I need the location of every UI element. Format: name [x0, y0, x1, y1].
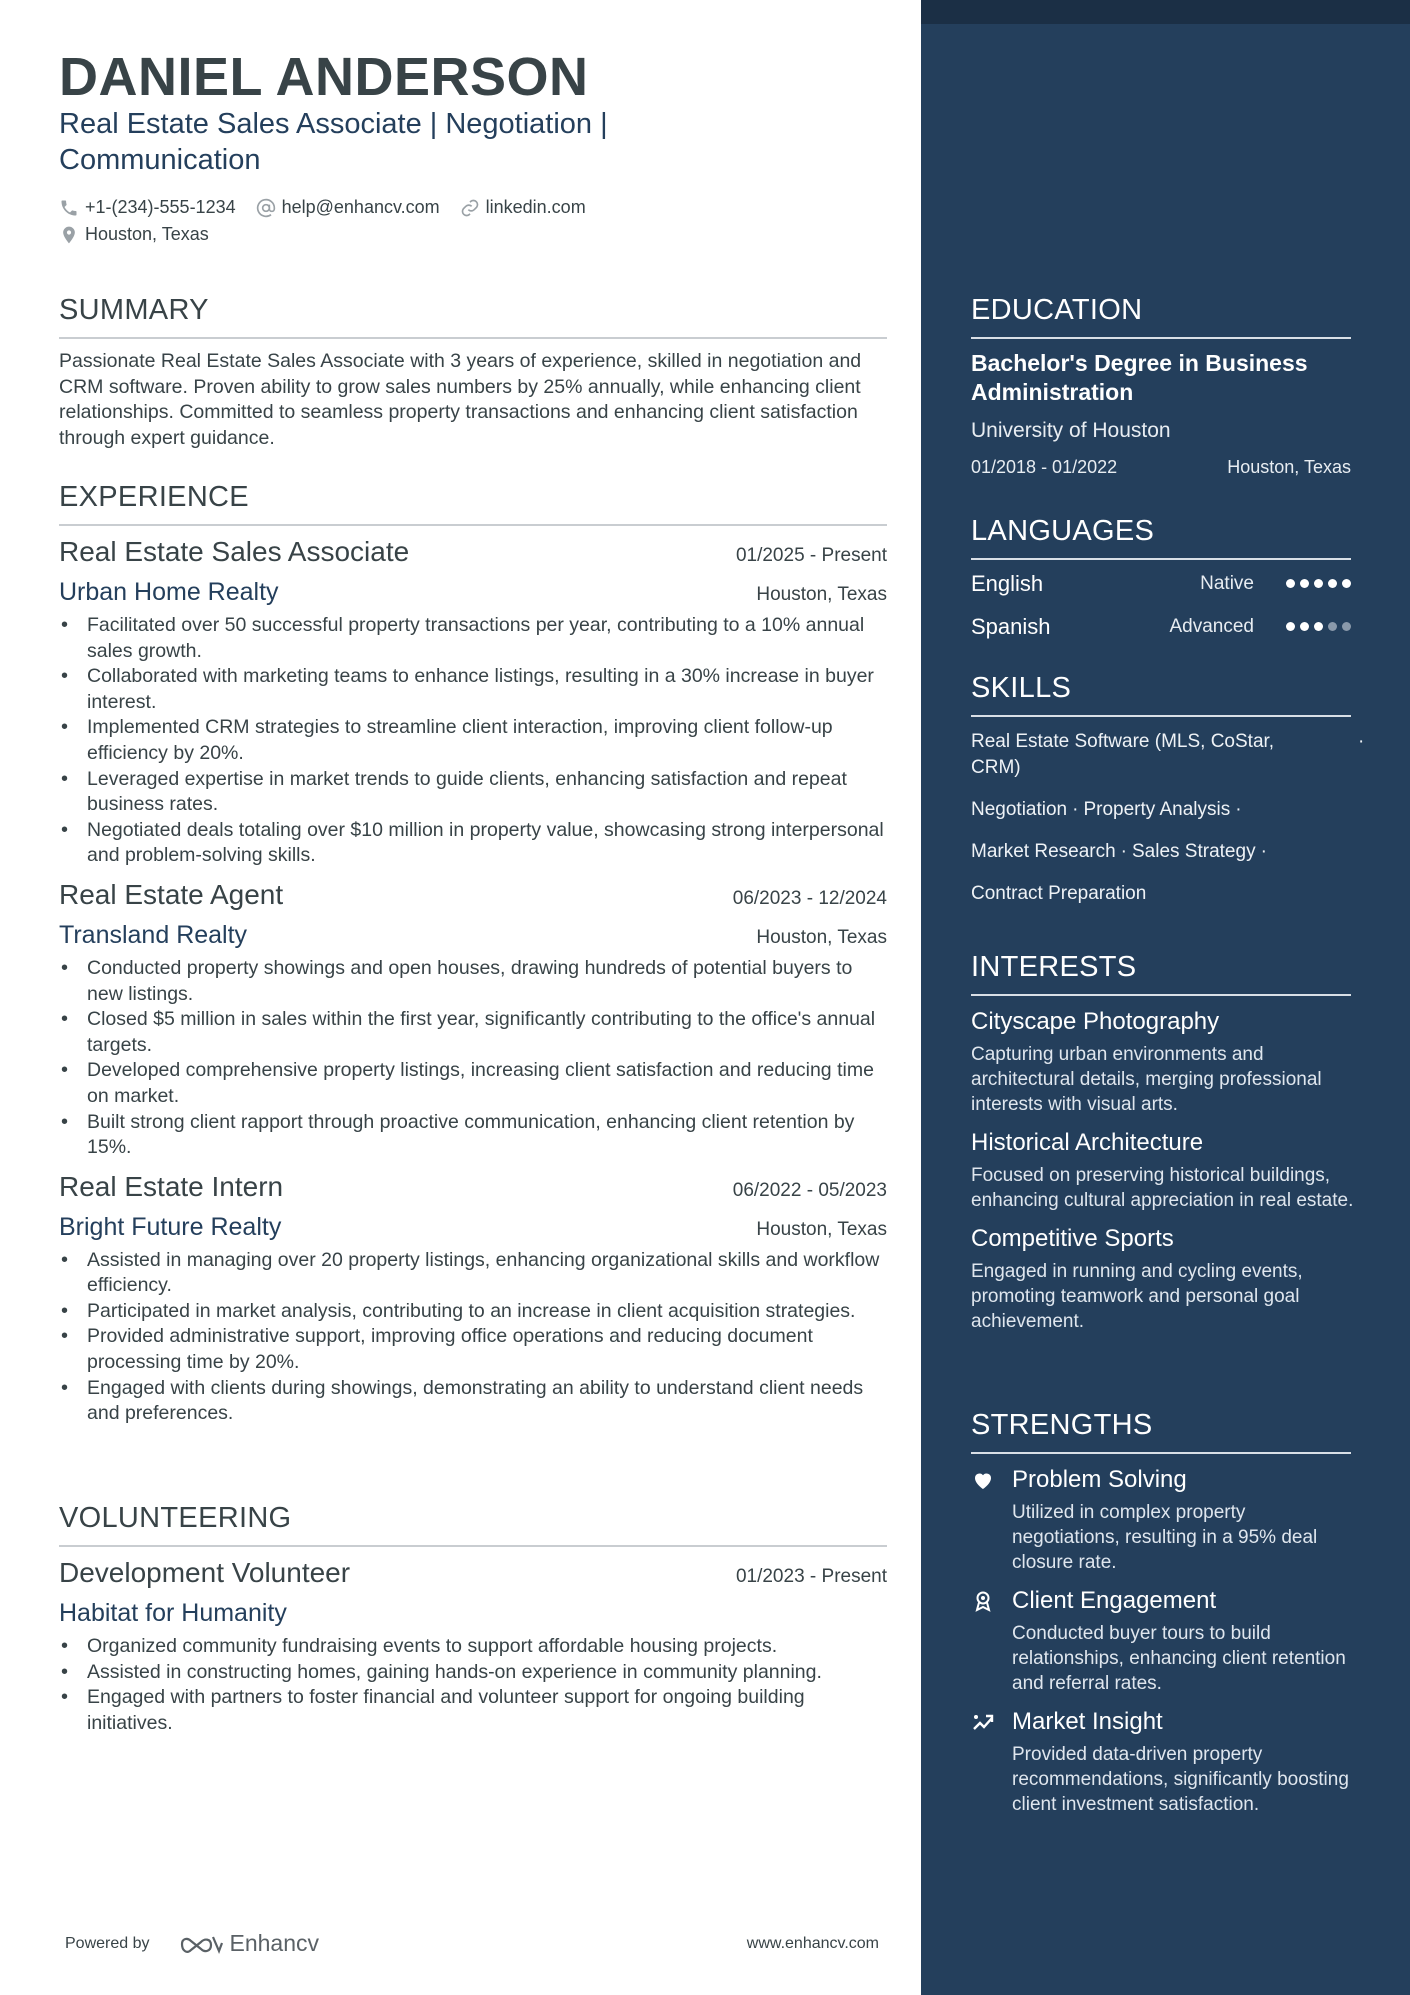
interests-section: [971, 951, 1401, 1334]
rating-dot: [1342, 622, 1351, 631]
sidebar-top-strip: [921, 0, 1410, 24]
job-subheader: [59, 1599, 887, 1628]
interests-title: INTERESTS: [971, 951, 1351, 996]
job-header: [59, 1557, 887, 1589]
powered-by-label: Powered by: [65, 1934, 150, 1952]
strength-item: [971, 1587, 1401, 1696]
job-bullet: • Provided administrative support, improving office operations and reducing document processing time by 20%.: [59, 1324, 887, 1375]
brand-logo[interactable]: [178, 1930, 320, 1957]
rating-dot: [1286, 579, 1295, 588]
job-bullet: • Developed comprehensive property listings, increasing client satisfaction and reducing time on market.: [59, 1058, 887, 1109]
strength-description: Provided data-driven property recommendations, significantly boosting client investment satisfaction.: [1012, 1744, 1349, 1815]
job-location: Houston, Texas: [756, 926, 887, 948]
rating-dot: [1286, 622, 1295, 631]
skills-list: Real Estate Software (MLS, CoStar, CRM) · Negotiation · Property Analysis · Market Research · Sales Strategy · Contract Preparation: [971, 731, 1365, 904]
phone-contact[interactable]: [59, 197, 236, 218]
strengths-list: [971, 1466, 1401, 1817]
languages-title: LANGUAGES: [971, 515, 1351, 560]
job-company: Bright Future Realty: [59, 1212, 282, 1241]
education-school: University of Houston: [971, 419, 1171, 442]
job-subheader: [59, 1213, 887, 1242]
language-level: Native: [1200, 572, 1254, 594]
strength-description: Conducted buyer tours to build relationships, enhancing client retention and referral rates.: [1012, 1623, 1346, 1694]
job-entry: [59, 1171, 887, 1427]
job-header: [59, 536, 887, 568]
interest-item: [971, 1129, 1401, 1213]
heart-icon: [971, 1468, 995, 1492]
skill-item: Property Analysis: [1083, 799, 1231, 820]
rating-dot: [1328, 622, 1337, 631]
summary-title: SUMMARY: [59, 294, 887, 339]
rating-dot: [1300, 622, 1309, 631]
job-dates: 01/2023 - Present: [735, 1566, 887, 1587]
job-title: Real Estate Sales Associate: [59, 536, 410, 567]
rating-dot: [1328, 579, 1337, 588]
job-entry: [59, 1557, 887, 1736]
job-bullet: • Built strong client rapport through proactive communication, enhancing client retention by 15%.: [59, 1110, 887, 1161]
strength-description: Utilized in complex property negotiations, resulting in a 95% deal closure rate.: [1012, 1502, 1318, 1573]
languages-list: [971, 562, 1401, 648]
language-rating: [1286, 622, 1351, 631]
brand-name: Enhancv: [229, 1930, 320, 1956]
phone-icon: [59, 198, 79, 218]
volunteering-section: [59, 1502, 887, 1736]
language-row: [971, 562, 1351, 605]
job-bullet: • Participated in market analysis, contributing to an increase in client acquisition strategies.: [59, 1299, 887, 1325]
award-icon: [971, 1589, 995, 1613]
job-company: Urban Home Realty: [59, 578, 279, 606]
volunteering-list: [59, 1557, 887, 1736]
chart-arrow-icon: [971, 1710, 995, 1734]
job-bullets: [59, 956, 887, 1161]
job-bullets: [59, 613, 887, 869]
footer: [65, 1930, 879, 1957]
job-header: [59, 1171, 887, 1203]
job-bullet: • Leveraged expertise in market trends to guide clients, enhancing satisfaction and repeat business rates.: [59, 767, 887, 818]
strength-title: Client Engagement: [1012, 1587, 1217, 1614]
skill-item: Negotiation: [971, 799, 1068, 820]
website-link[interactable]: www.enhancv.com: [746, 1934, 879, 1952]
job-header: [59, 879, 887, 911]
language-row: [971, 605, 1351, 648]
experience-section: [59, 481, 887, 1427]
rating-dot: [1314, 579, 1323, 588]
interest-title: Cityscape Photography: [971, 1008, 1220, 1035]
job-dates: 06/2023 - 12/2024: [732, 887, 887, 909]
job-location: Houston, Texas: [756, 1218, 887, 1240]
job-bullet: • Engaged with partners to foster financial and volunteer support for ongoing building initiatives.: [59, 1685, 887, 1736]
experience-list: [59, 536, 887, 1427]
job-bullet: • Conducted property showings and open houses, drawing hundreds of potential buyers to new listings.: [59, 956, 887, 1007]
job-subheader: [59, 921, 887, 950]
job-location: Houston, Texas: [756, 584, 887, 605]
interest-item: [971, 1008, 1401, 1117]
location-text: Houston, Texas: [85, 224, 209, 244]
language-level: Advanced: [1169, 615, 1254, 637]
summary-text: Passionate Real Estate Sales Associate with 3 years of experience, skilled in negotiation and CRM software. Proven ability to grow sales numbers by 25% annually, while enhancing client relationships. Committed to seamless property transactions and enhancing client satisfaction through expert guidance.: [59, 350, 862, 449]
rating-dot: [1314, 622, 1323, 631]
strengths-section: [971, 1409, 1401, 1817]
education-location: Houston, Texas: [1227, 457, 1351, 477]
job-bullet: • Organized community fundraising events to support affordable housing projects.: [59, 1634, 887, 1660]
job-bullet: • Collaborated with marketing teams to enhance listings, resulting in a 30% increase in buyer interest.: [59, 664, 887, 715]
job-entry: [59, 536, 887, 869]
interest-title: Historical Architecture: [971, 1129, 1204, 1156]
powered-by: [65, 1930, 319, 1957]
job-bullets: [59, 1634, 887, 1736]
language-name: Spanish: [971, 613, 1051, 639]
languages-section: [971, 515, 1401, 648]
contact-info: [59, 194, 879, 248]
education-section: [971, 294, 1401, 478]
job-title: Real Estate Intern: [59, 1170, 284, 1202]
skill-item: Market Research: [971, 841, 1116, 862]
interest-description: Engaged in running and cycling events, promoting teamwork and personal goal achievement.: [971, 1261, 1303, 1332]
headline: Real Estate Sales Associate | Negotiation | Communication: [59, 108, 608, 176]
linkedin-contact[interactable]: [460, 197, 586, 218]
job-bullet: • Implemented CRM strategies to streamline client interaction, improving client follow-up efficiency by 20%.: [59, 715, 887, 766]
interest-description: Capturing urban environments and architectural details, merging professional interests with visual arts.: [971, 1044, 1322, 1115]
strength-title: Problem Solving: [1012, 1466, 1187, 1493]
interests-list: [971, 1008, 1401, 1334]
enhancv-logo-icon: [178, 1933, 224, 1955]
skill-item: Real Estate Software (MLS, CoStar, CRM): [971, 731, 1275, 778]
job-title: Real Estate Agent: [59, 878, 284, 910]
language-rating: [1286, 579, 1351, 588]
job-bullet: • Closed $5 million in sales within the first year, significantly contributing to the office's annual targets.: [59, 1007, 887, 1058]
skills-section: [971, 672, 1401, 907]
interest-description: Focused on preserving historical buildings, enhancing cultural appreciation in real estate.: [971, 1165, 1354, 1211]
education-title: EDUCATION: [971, 294, 1351, 339]
job-company: Transland Realty: [59, 920, 248, 949]
job-bullet: • Negotiated deals totaling over $10 million in property value, showcasing strong interpersonal and problem-solving skills.: [59, 818, 887, 869]
job-bullet: • Assisted in managing over 20 property listings, enhancing organizational skills and workflow efficiency.: [59, 1248, 887, 1299]
job-subheader: [59, 578, 887, 607]
education-degree: Bachelor's Degree in Business Administration: [971, 350, 1308, 405]
strength-item: [971, 1708, 1401, 1817]
language-name: English: [971, 570, 1044, 596]
phone-text: +1-(234)-555-1234: [85, 197, 236, 217]
skills-title: SKILLS: [971, 672, 1351, 717]
linkedin-text: linkedin.com: [485, 197, 586, 217]
interest-title: Competitive Sports: [971, 1225, 1174, 1252]
job-bullet: • Assisted in constructing homes, gaining hands-on experience in community planning.: [59, 1660, 887, 1686]
job-company: Habitat for Humanity: [59, 1599, 287, 1627]
interest-item: [971, 1225, 1401, 1334]
rating-dot: [1342, 579, 1351, 588]
job-dates: 01/2025 - Present: [735, 545, 887, 566]
skill-item: Contract Preparation: [971, 883, 1147, 904]
strengths-title: STRENGTHS: [971, 1409, 1351, 1454]
email-text: help@enhancv.com: [281, 197, 440, 217]
education-dates: 01/2018 - 01/2022: [971, 457, 1118, 477]
email-contact[interactable]: [256, 197, 440, 218]
skill-item: Sales Strategy: [1132, 841, 1256, 862]
job-dates: 06/2022 - 05/2023: [732, 1179, 887, 1201]
strength-item: [971, 1466, 1401, 1575]
job-bullet: • Facilitated over 50 successful property transactions per year, contributing to a 10% annual sales growth.: [59, 613, 887, 664]
summary-section: [59, 294, 887, 451]
volunteering-title: VOLUNTEERING: [59, 1502, 887, 1547]
job-entry: [59, 879, 887, 1161]
job-title: Development Volunteer: [59, 1557, 351, 1588]
location-pin-icon: [59, 225, 79, 245]
link-icon: [460, 198, 480, 218]
strength-title: Market Insight: [1012, 1708, 1163, 1735]
candidate-name: DANIEL ANDERSON: [59, 47, 589, 107]
job-bullet: • Engaged with clients during showings, demonstrating an ability to understand client needs and preferences.: [59, 1376, 887, 1427]
sidebar: [921, 0, 1410, 1995]
location-contact: [59, 224, 209, 245]
at-icon: [256, 198, 276, 218]
experience-title: EXPERIENCE: [59, 481, 887, 526]
job-bullets: [59, 1248, 887, 1427]
rating-dot: [1300, 579, 1309, 588]
